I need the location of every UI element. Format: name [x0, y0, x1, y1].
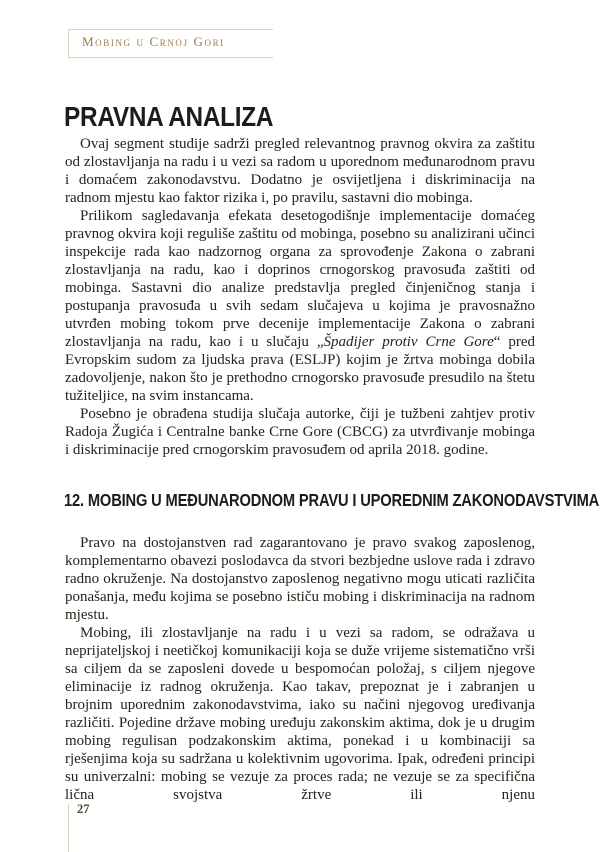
paragraph-section-1: Pravo na dostojanstven rad zagarantovano je pravo svakog zaposlenog, komplementarno obavezi poslodavca da stvori bezbjedne uslove rada i zdravo radno okruženje. Na dostojanstvo zaposlenog negativno mogu uticati različita ponašanja, među kojima se posebno ističu mobing i diskriminacija na radnom mjestu.	[65, 535, 535, 623]
paragraph-intro-1: Ovaj segment studije sadrži pregled relevantnog pravnog okvira za zaštitu od zlostavljanja na radu i u vezi sa radom u uporednom međunarodnom pravu i domaćem zakonodavstvu. Dodatno je osvijetljena i diskriminacija na radnom mjestu kao faktor rizika i, po pravilu, sastavni dio mobinga.	[65, 136, 535, 206]
page-title: PRAVNA ANALIZA	[64, 100, 274, 132]
paragraph-section-2: Mobing, ili zlostavljanje na radu i u vezi sa radom, se odražava u neprijateljskoj i neetičkoj komunikaciji koja se duže vrijeme sistematično vrši sa ciljem da se zaposleni dovede u bespomoćan položaj, s ciljem njegove eliminacije iz radnog okruženja. Kao takav, prepoznat je i zabranjen u brojnim uporednim zakonodavstvima, iako su načini njegovog uređivanja različiti. Pojedine države mobing uređuju zakonskim aktima, dok je u drugim mobing regulisan podzakonskim aktima, ponekad i u kombinaciji sa rješenjima koja su sadržana u kolektivnim ugovorima. Ipak, određeni principi su univerzalni: mobing se vezuje za proces rada; ne vezuje se za specifična lična svojstva žrtve ili njenu	[65, 625, 535, 803]
header-rule-top	[68, 29, 273, 30]
header-rule-vertical	[68, 29, 69, 58]
paragraph-intro-3: Posebno je obrađena studija slučaja autorke, čiji je tužbeni zahtjev protiv Radoja Žugića i Centralne banke Crne Gore (CBCG) za utvrđivanje mobinga i diskriminacije pred crnogorskim pravosuđem od aprila 2018. godine.	[65, 406, 535, 458]
intro-text-block	[65, 135, 535, 459]
header-rule-bottom	[68, 57, 273, 58]
page-number: 27	[77, 802, 90, 816]
paragraph-intro-2	[65, 207, 535, 405]
footer-rule-vertical	[68, 804, 69, 852]
paragraph-intro-2-lead: Prilikom sagledavanja efekata desetogodišnje implementacije domaćeg pravnog okvira koji reguliše zaštitu od mobinga, posebno su analizirani učinci inspekcije rada kao nadzornog organa za sprovođenje Zakona o zabrani zlostavljanja na radu, kao i doprinos crnogorskog pravosuđa zaštiti od mobinga. Sastavni dio analize predstavlja pregled činjeničnog stanja i postupanja pravosuđa u svih sedam slučajeva u kojima je pravosnažno utvrđen mobing tokom prve decenije implementacije Zakona o zabrani zlostavljanja na radu, kao i u slučaju „	[65, 208, 535, 350]
section-heading: 12. MOBING U MEĐUNARODNOM PRAVU I UPOREDNIM ZAKONODAVSTVIMA	[64, 489, 600, 510]
paragraph-intro-2-tail: “ pred Evropskim sudom za ljudska prava (ESLJP) kojim je žrtva mobinga dobila zadovoljenje, nakon što je prethodno crnogorsko pravosuđe presudilo na štetu tužiteljice, na svim instancama.	[65, 334, 535, 404]
case-name-italic: Špadijer protiv Crne Gore	[323, 334, 494, 350]
section-text-block	[65, 534, 535, 804]
running-head: Mobing u Crnoj Gori	[82, 34, 225, 49]
